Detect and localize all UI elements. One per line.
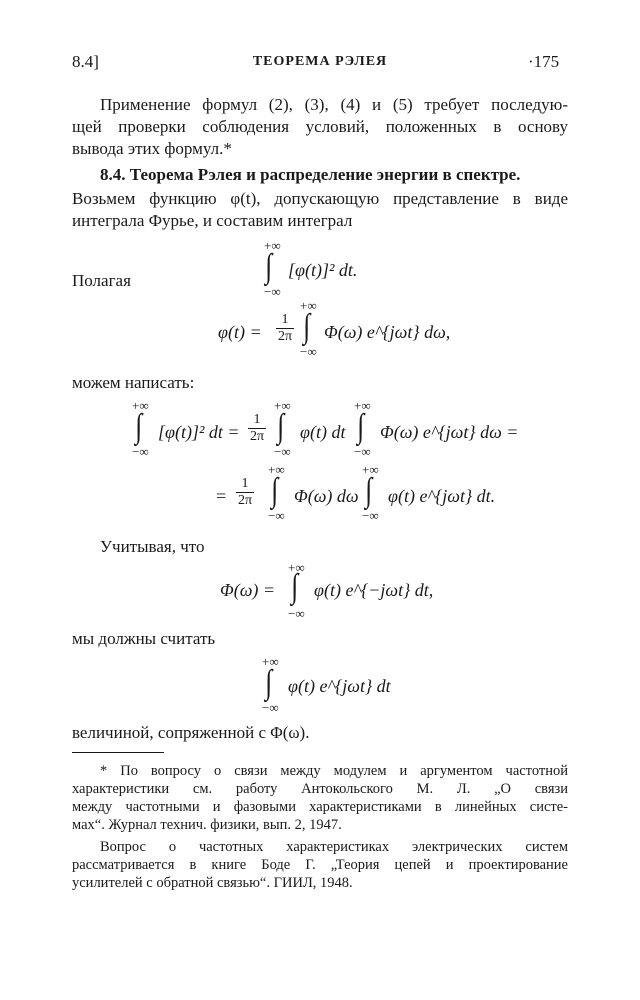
eq1-integral-sign: ∫ (265, 248, 273, 285)
velichinoy-text: величиной, сопряженной с Φ(ω). (72, 723, 310, 742)
uchityvaya-text: Учитывая, что (100, 537, 205, 556)
eq4-middle: Φ(ω) dω (294, 486, 359, 506)
eq3-fraction-den: 2π (250, 429, 265, 444)
eq4-integral-sign-1: ∫ (271, 472, 279, 509)
eq4-upper-limit-1: +∞ (268, 462, 285, 477)
eq5-lower-limit: −∞ (288, 606, 305, 621)
footnote1-line1: * По вопросу о связи между модулем и аргументом частотной (100, 763, 568, 779)
eq3-integral-sign-1: ∫ (135, 408, 143, 445)
page-number: ·175 (528, 52, 560, 71)
eq3-fraction-num: 1 (248, 412, 266, 429)
eq3-upper-limit-3: +∞ (354, 398, 371, 413)
eq4-lower-limit-2: −∞ (362, 508, 379, 523)
eq4-fraction (236, 476, 254, 509)
eq6-lower-limit: −∞ (262, 700, 279, 715)
eq5-integrand: φ(t) e^{−jωt} dt, (314, 580, 434, 600)
eq6-upper-limit: +∞ (262, 654, 279, 669)
footnote2-line2: рассматривается в книге Боде Г. „Теория цепей и проектирование (72, 857, 568, 873)
eq2-upper-limit: +∞ (300, 298, 317, 313)
section-heading: 8.4. Теорема Рэлея и распределение энергии в спектре. (100, 165, 521, 184)
eq2-fraction-num: 1 (276, 312, 294, 329)
eq1-upper-limit: +∞ (264, 238, 281, 253)
eq4-fraction-num: 1 (236, 476, 254, 493)
my-dolzhny-text: мы должны считать (72, 629, 216, 648)
eq3-lower-limit-1: −∞ (132, 444, 149, 459)
footnote1-line3: между частотными и фазовыми характеристиками в линейных систе- (72, 799, 568, 815)
eq4-lower-limit-1: −∞ (268, 508, 285, 523)
eq3-integral-sign-3: ∫ (357, 408, 365, 445)
eq3-lower-limit-2: −∞ (274, 444, 291, 459)
footnote2-line3: усилителей с обратной связью“. ГИИЛ, 1948. (72, 875, 353, 891)
eq3-fraction (248, 412, 266, 445)
eq3-lhs: [φ(t)]² dt = (158, 422, 240, 442)
eq3-upper-limit-1: +∞ (132, 398, 149, 413)
eq3-rhs: Φ(ω) e^{jωt} dω = (380, 422, 519, 442)
eq2-integral-sign: ∫ (303, 308, 311, 345)
eq5-integral-sign: ∫ (291, 568, 299, 605)
running-title: ТЕОРЕМА РЭЛЕЯ (252, 54, 388, 69)
eq5-upper-limit: +∞ (288, 560, 305, 575)
eq1-integrand: [φ(t)]² dt. (288, 260, 358, 280)
eq1-lower-limit: −∞ (264, 284, 281, 299)
eq4-fraction-den: 2π (238, 493, 253, 508)
eq5-lhs: Φ(ω) = (220, 580, 276, 600)
eq4-integral-sign-2: ∫ (365, 472, 373, 509)
para1-line1: Применение формул (2), (3), (4) и (5) требует последую- (100, 95, 568, 114)
eq6-integral-sign: ∫ (265, 664, 273, 701)
para2-line2: интеграла Фурье, и составим интеграл (72, 211, 353, 230)
eq4-upper-limit-2: +∞ (362, 462, 379, 477)
eq4-rhs: φ(t) e^{jωt} dt. (388, 486, 496, 506)
mozhem-text: можем написать: (72, 373, 195, 392)
eq3-integral-sign-2: ∫ (277, 408, 285, 445)
eq3-upper-limit-2: +∞ (274, 398, 291, 413)
eq6-integrand: φ(t) e^{jωt} dt (288, 676, 391, 696)
eq3-lower-limit-3: −∞ (354, 444, 371, 459)
footnote-rule (72, 752, 164, 753)
footnote1-line2: характеристики см. работу Антокольского М. Л. „О связи (72, 781, 568, 797)
para1-line3: вывода этих формул.* (72, 139, 232, 158)
section-number: 8.4] (72, 52, 99, 71)
eq2-integrand: Φ(ω) e^{jωt} dω, (324, 322, 451, 342)
eq2-lower-limit: −∞ (300, 344, 317, 359)
footnote2-line1: Вопрос о частотных характеристиках электрических систем (100, 839, 568, 855)
footnote1-line4: мах“. Журнал технич. физики, вып. 2, 1947. (72, 817, 342, 833)
eq2-lhs: φ(t) = (218, 322, 262, 342)
polagaya-text: Полагая (72, 271, 131, 290)
eq2-fraction (276, 312, 294, 345)
para2-line1: Возьмем функцию φ(t), допускающую представление в виде (72, 189, 568, 208)
eq3-middle: φ(t) dt (300, 422, 346, 442)
para1-line2: щей проверки соблюдения условий, положенных в основу (72, 117, 568, 136)
eq2-fraction-den: 2π (278, 329, 293, 344)
eq4-equals: = (216, 486, 227, 506)
